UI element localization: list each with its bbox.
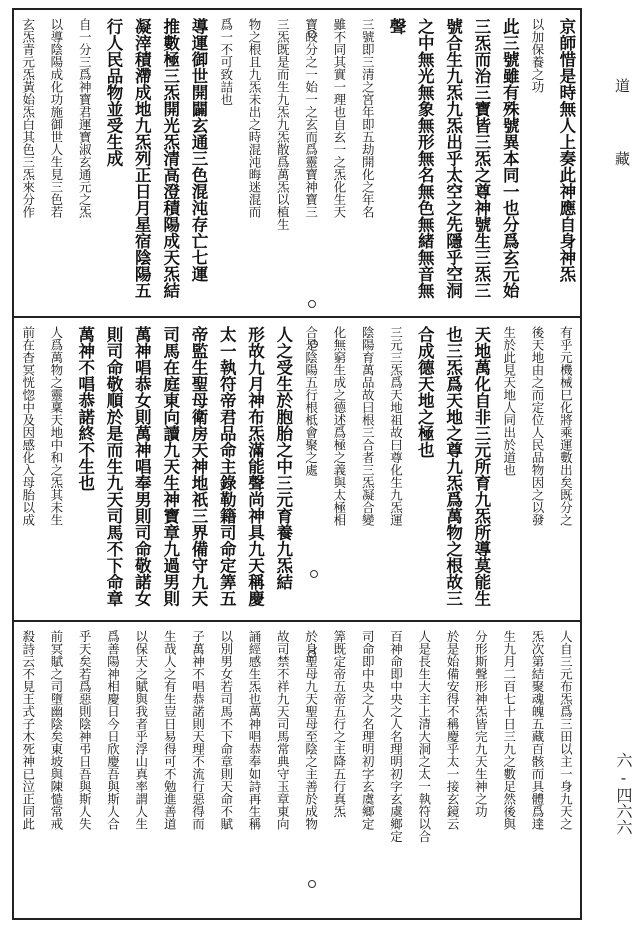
punctuation-circle: [308, 880, 316, 888]
text-column: 爲善陽神相慶日今日欣慶吾與斯人合: [105, 630, 121, 830]
text-column: 人自三元布炁爲三田以主一身九天之: [558, 630, 574, 830]
text-column: 子萬神不唱恭諾則天理不流行惡得而: [190, 630, 206, 830]
text-column: 人之受生於胞胎之中三元育養九炁結: [273, 326, 293, 590]
text-panel-bottom: [14, 620, 580, 918]
text-column: 之中無光無象無形無名無色無緒無音無: [415, 18, 435, 299]
text-column: 聲: [387, 18, 406, 35]
text-column: 於是始備安得不稱慶乎太一接玄鏡云: [445, 630, 461, 830]
text-column: 炁次第結聚魂魄五藏百骸而具體爲達: [530, 630, 545, 830]
text-column: 京師惜是時無人上奏此神應自身神炁: [556, 18, 576, 282]
text-column: 故司禁不祥九天司馬常典守玉章東向: [275, 630, 291, 830]
text-column: 玄炁青元炁黃始炁白其色三炁來分作: [20, 18, 36, 218]
text-column: 行人民品物並受生成: [104, 18, 123, 167]
punctuation-circle: [308, 300, 316, 308]
punctuation-circle: [310, 340, 318, 348]
text-column: 自一分三爲神寶君運寶淑玄通元之炁: [77, 18, 93, 218]
text-column: 太一執符帝君品命主錄勒籍司命定筭五: [217, 326, 237, 607]
text-column: 乎天矣若爲惡則陰神弔日吾與斯人失: [77, 630, 93, 830]
text-column: 三號即三清之宮年即五劫開化之年名: [360, 18, 376, 218]
text-column: 也三炁爲天地之尊九炁爲萬物之根故三: [443, 326, 463, 607]
text-panel-middle: [14, 316, 580, 620]
text-column: 司馬在庭東向讀九天生神寶章九過男則: [160, 326, 180, 607]
punctuation-circle: [310, 570, 318, 578]
text-column: 帝監生聖母衛房天神地祇三界備守九天: [189, 326, 208, 607]
text-column: 以加保養之功: [530, 18, 545, 93]
page-frame: [12, 8, 582, 920]
text-column: 合是陰陽五行根柢會聚之處: [303, 326, 319, 476]
text-column: 前在杳冥恍惚中及因感化入母胎以成: [20, 326, 36, 526]
text-column: 前冥賦之司墮幽陰矣東坡與陳慥常戒: [48, 630, 64, 830]
text-column: 三元三炁爲天地祖故曰尊化生九炁運: [388, 326, 404, 526]
text-column: 筭既定帝五帝五行之主降五行真炁: [331, 630, 347, 818]
text-column: 物之根且九炁未出之時混沌晦迷混而: [247, 18, 262, 218]
text-column: 以保天之賦與我者乎浮山真率謂人生: [133, 630, 149, 830]
collection-title: 道 藏: [613, 78, 631, 186]
text-column: 推數極三炁開光炁清高澄積陽成天炁結: [160, 18, 180, 299]
text-column: 人爲萬物之靈稟天地中和之炁其未生: [48, 326, 64, 526]
text-column: 生九月二百七十日三九之數足然後與: [501, 630, 517, 830]
page-number: 六-四六六: [614, 752, 633, 835]
punctuation-circle: [308, 30, 316, 38]
text-column: 以別男女若司馬不下命章則天命不賦: [218, 630, 234, 830]
text-column: 以導陰陽成化功施御世人生見三色若: [48, 18, 64, 218]
text-column: 形故九月神布炁滿能聲尚神具九天稱慶: [245, 326, 265, 607]
text-column: 人是長生大主上清大洞之太一執符以合: [416, 630, 432, 843]
text-column: 三炁既是而生九炁九炁散爲萬炁以植生: [275, 18, 291, 231]
text-column: 凝滓積滯成地九炁列正日月星宿陰陽五: [132, 18, 152, 299]
text-column: 合成德天地之極也: [415, 326, 435, 458]
text-column: 於身聖母九天聖母至陰之主善於成物: [303, 630, 319, 830]
text-column: 生哉人之有生豈日易得可不勉進善道: [162, 630, 178, 830]
text-column: 寶皎分之一始一之玄而爲靈寶神寶三: [303, 18, 319, 218]
text-column: 天地萬化自非三元所育九炁所導莫能生: [471, 326, 491, 607]
text-column: 分形斯聲形神炁皆完九天生神之功: [473, 630, 489, 818]
text-panel-top: [14, 10, 580, 316]
text-column: 後天地由之而定位人民品物因之以發: [530, 326, 545, 526]
text-column: 此三號雖有殊號異本同一也分爲玄元始: [500, 18, 520, 299]
text-column: 殺詩云不見王式子木死神已泣正同此: [20, 630, 36, 830]
text-column: 司命即中央之人名理明初字玄虞鄉定: [360, 630, 376, 830]
text-column: 萬神唱恭女則萬神唱奉男則司命敬諾女: [132, 326, 152, 607]
text-column: 爲一不可致詰也: [218, 18, 234, 106]
text-column: 陰陽育萬品故曰根三合者三炁凝合變: [360, 326, 376, 526]
text-column: 誦經感生炁也萬神唱恭奉如詩再生稱: [247, 630, 262, 830]
text-column: 化無窮生成之德述爲極之義與太極相: [331, 326, 347, 526]
text-column: 導運御世開闢玄通三色混沌存亡七運: [189, 18, 208, 282]
text-column: 百神命即中央之人名理明初字玄虞鄉定: [388, 630, 404, 843]
text-column: 生於此見天地人同出於道也: [501, 326, 517, 476]
text-column: 雖不同其實一理也自玄一之炁化生天: [331, 18, 347, 218]
punctuation-circle: [308, 650, 316, 658]
text-column: 有乎元機械巳化將乘運數出矣既分之: [558, 326, 574, 526]
text-column: 則司命敬順於是而生九天司馬不下命章: [104, 326, 123, 607]
text-column: 萬神不唱恭諾終不生也: [75, 326, 95, 491]
text-column: 號合生九炁九炁出乎太空之先隱乎空洞: [443, 18, 463, 299]
text-column: 三炁而治三寶皆三炁之尊神號生三炁三: [471, 18, 491, 299]
